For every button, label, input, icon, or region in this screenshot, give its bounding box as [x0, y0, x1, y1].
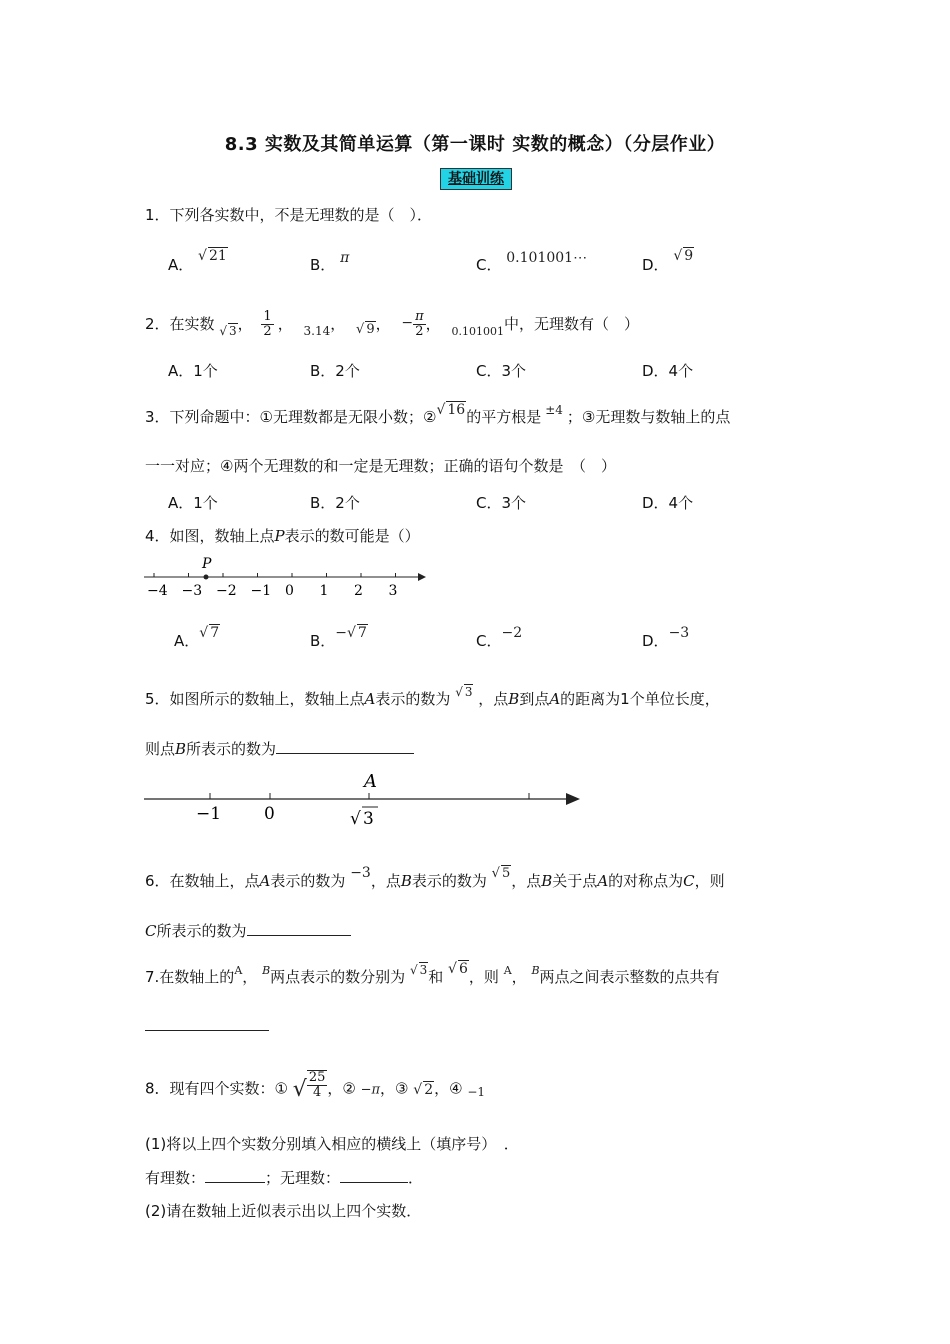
q1-option-c-label: C．: [476, 256, 502, 274]
q8-rational-blank[interactable]: [205, 1168, 265, 1183]
q1-option-b-label: B．: [310, 256, 336, 274]
q5-stem-line1: 5．如图所示的数轴上，数轴上点A表示的数为 $^{√ 3}$ ，点B到点A的距离为1个单位长度，: [145, 685, 720, 708]
q8-irrational-blank[interactable]: [340, 1168, 408, 1183]
q5-stem-line2: 则点B所表示的数为: [145, 738, 414, 759]
q4-point-p: [204, 575, 209, 580]
q1-stem: 1．下列各实数中，不是无理数的是（ ）．: [145, 206, 433, 224]
q4-option-a[interactable]: A．√ 7: [174, 625, 220, 650]
q1-option-d[interactable]: [642, 248, 694, 275]
q1-option-d-math: √ 9: [673, 248, 694, 264]
q8-sub1-blanks: 有理数： ；无理数： ．: [145, 1169, 424, 1187]
q1-option-c-math: 0.101001⋯: [506, 250, 588, 266]
q2-option-c[interactable]: C．3个: [476, 362, 527, 380]
q2-stem: 2．在实数 $_{√ 3}$， $\frac{1}{2}$ ， $_{3.14}$， √ 9， − $\frac{\pi}{2}$ ， $_{0.101001}$中，无理数有（ ）: [145, 309, 639, 339]
q8-stem: 8．现有四个实数：① √ $\frac{25}{4}$ ，② −π，③ √ 2，④ −1: [145, 1070, 486, 1102]
q4-tick-label: −3: [181, 583, 203, 599]
q1-option-b[interactable]: [310, 250, 350, 275]
q3-option-b[interactable]: B．2个: [310, 494, 360, 512]
q2-option-b[interactable]: B．2个: [310, 362, 360, 380]
page-title: 8.3 实数及其简单运算（第一课时 实数的概念）（分层作业）: [224, 134, 726, 155]
q8-sub2: (2)请在数轴上近似表示出以上四个实数．: [145, 1202, 422, 1220]
q4-number-line: [140, 552, 440, 602]
q4-option-d[interactable]: D．−3: [642, 625, 690, 650]
q4-option-c[interactable]: C．−2: [476, 625, 523, 650]
q2-option-a[interactable]: A．1个: [168, 362, 218, 380]
q5-number-line: [140, 765, 590, 835]
q4-tick-label: 2: [354, 583, 363, 599]
q4-tick-label: 1: [319, 583, 329, 599]
q1-option-a-label: A．: [168, 256, 194, 274]
q4-point-label: P: [202, 556, 212, 572]
q6-stem-line1: 6．在数轴上，点A表示的数为 −3，点B表示的数为 √ 5，点B关于点A的对称点为C，则: [145, 865, 725, 890]
q1-option-c[interactable]: [476, 250, 588, 275]
q3-option-c[interactable]: C．3个: [476, 494, 527, 512]
q4-option-b[interactable]: B．−√ 7: [310, 625, 367, 650]
q4-tick-label: −4: [147, 583, 168, 599]
q3-option-a[interactable]: A．1个: [168, 494, 218, 512]
q4-stem: 4．如图，数轴上点P表示的数可能是（）: [145, 527, 420, 545]
section-badge: 基础训练: [440, 168, 512, 190]
q2-option-d[interactable]: D．4个: [642, 362, 694, 380]
q7-stem: 7.在数轴上的$^A$， $^B$两点表示的数分别为 $^{√ 3}$和 √ 6，则 $^A$， $^B$两点之间表示整数的点共有: [145, 961, 720, 986]
q3-option-d[interactable]: D．4个: [642, 494, 694, 512]
q5-answer-blank[interactable]: [276, 739, 414, 754]
q5-label-zero: 0: [264, 804, 275, 824]
q3-stem-line2: 一一对应；④两个无理数的和一定是无理数；正确的语句个数是 （ ）: [145, 457, 616, 475]
q5-label-minus-one: −1: [196, 804, 222, 824]
q4-tick-label: −2: [216, 583, 237, 599]
q1-option-a[interactable]: [168, 248, 228, 275]
q1-option-b-math: π: [340, 250, 350, 266]
q4-tick-label: 3: [388, 583, 398, 599]
q5-arrow-icon: [566, 793, 580, 805]
q5-sqrt-sign: √: [350, 809, 361, 829]
q1-option-a-math: √ 21: [198, 248, 227, 264]
q4-tick-label: −1: [250, 583, 272, 599]
q5-label-a: A: [364, 771, 377, 792]
q3-stem-line1: 3．下列命题中：①无理数都是无限小数；②√ 16的平方根是 $^{\pm 4}$ ；③无理数与数轴上的点: [145, 402, 731, 426]
q5-label-sqrt3: 3: [363, 809, 374, 829]
q7-answer-blank[interactable]: [145, 1016, 269, 1035]
q6-stem-line2: C所表示的数为: [145, 920, 351, 941]
q4-tick-label: 0: [285, 583, 294, 599]
q1-option-d-label: D．: [642, 256, 669, 274]
q8-sub1: (1)将以上四个实数分别填入相应的横线上（填序号） ．: [145, 1135, 519, 1153]
q6-answer-blank[interactable]: [247, 921, 351, 936]
